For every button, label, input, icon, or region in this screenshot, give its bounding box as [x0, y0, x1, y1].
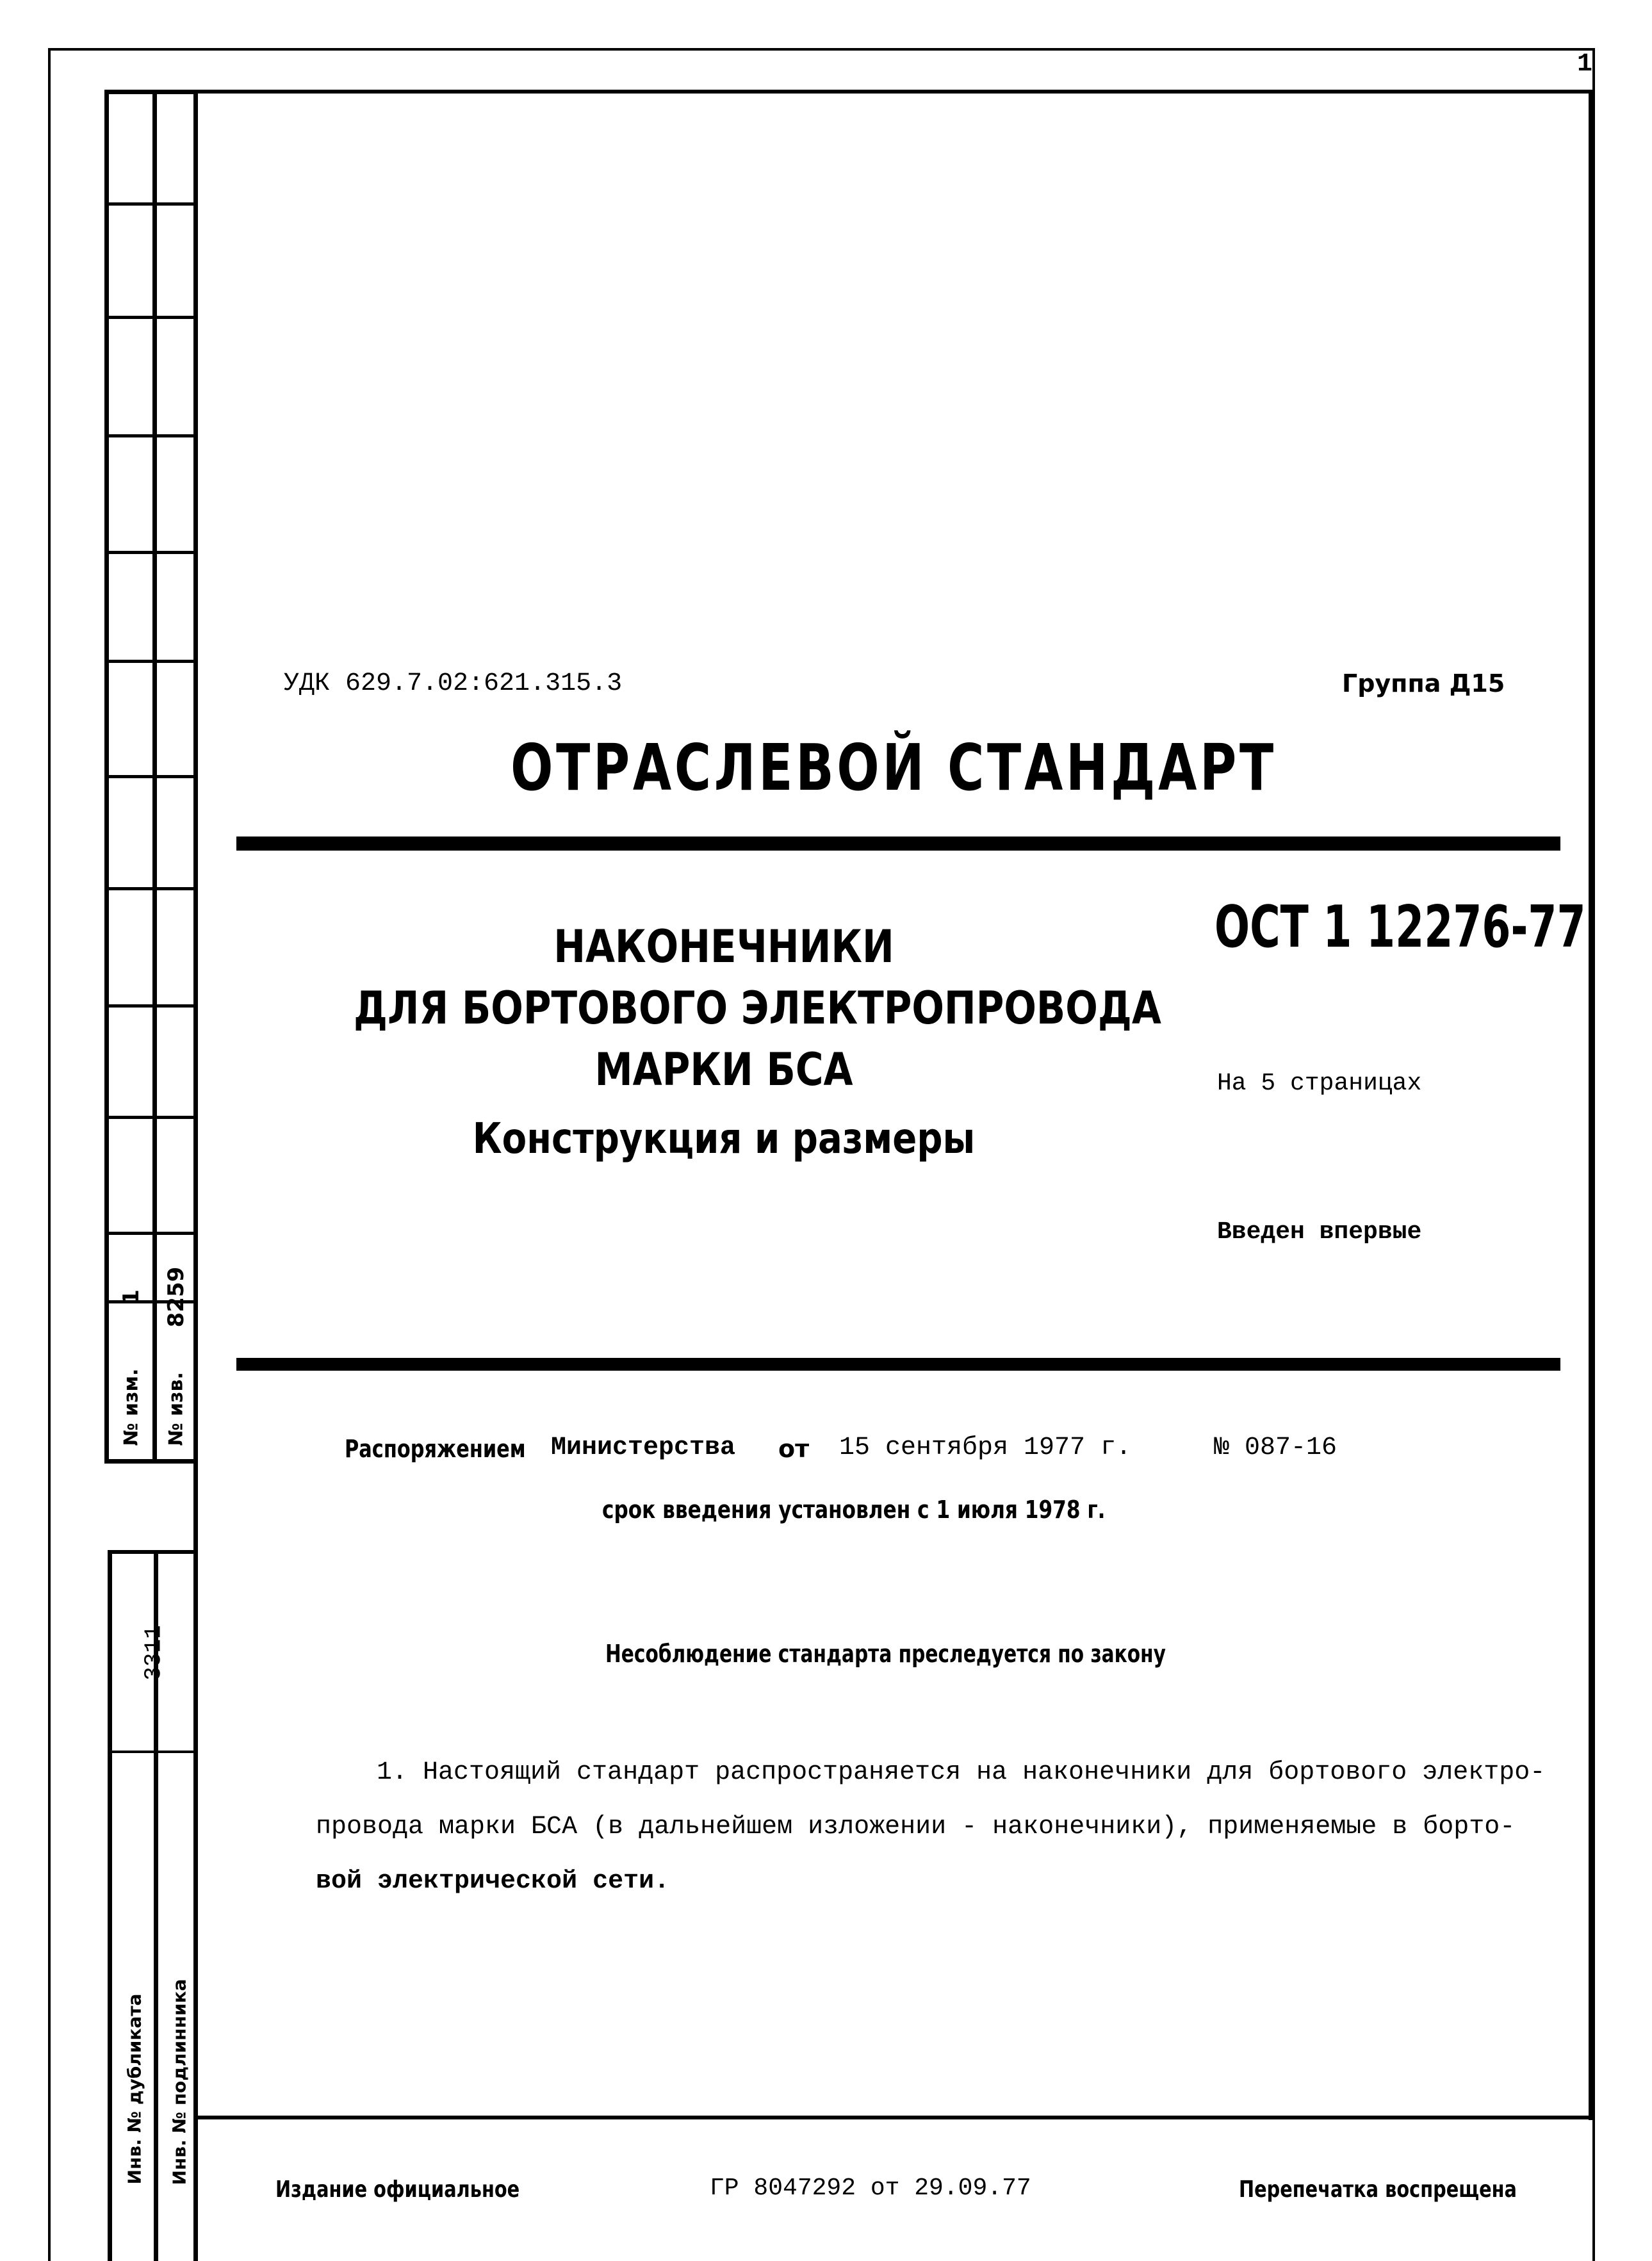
strip-row-line [104, 316, 195, 319]
standard-number: ОСТ 1 12276-77 [1214, 894, 1586, 961]
paragraph-line-1: 1. Настоящий стандарт распространяется на наконечники для бортового электро- [377, 1758, 1546, 1787]
strip-row-line [104, 551, 195, 554]
order-date: 15 сентября 1977 г. [839, 1433, 1132, 1462]
order-from: от [778, 1435, 810, 1463]
strip-row-line [104, 660, 195, 663]
introduced-note: Введен впервые [1217, 1218, 1422, 1246]
paragraph-line-3: вой электрической сети. [316, 1867, 670, 1896]
notice-no-value: 8259 [163, 1266, 189, 1328]
outer-border-left [48, 48, 51, 2261]
thick-rule-bottom [236, 1358, 1560, 1371]
strip-row-line [104, 1232, 195, 1235]
pages-prefix: На [1217, 1070, 1247, 1097]
paragraph-line-2: провода марки БСА (в дальнейшем изложении - наконечники), применяемые в борто- [316, 1813, 1516, 1841]
frame-top [104, 90, 1594, 94]
footer-reprint: Перепечатка воспрещена [1239, 2176, 1517, 2203]
title-block [288, 916, 1159, 1177]
strip-row-line [104, 202, 195, 206]
change-no-label: № изм. [120, 1368, 143, 1446]
title-line-2: ДЛЯ БОРТОВОГО ЭЛЕКТРОПРОВОДА [354, 982, 1161, 1034]
footer-edition: Издание официальное [275, 2176, 520, 2203]
frame-bottom [193, 2116, 1594, 2119]
strip-row-line [104, 1004, 195, 1008]
frame-right [1589, 90, 1592, 2120]
effective-date: срок введения установлен с 1 июля 1978 г. [602, 1496, 1106, 1524]
strip-row-line [104, 434, 195, 437]
page-number: 1 [1577, 50, 1593, 79]
subtitle: Конструкция и размеры [472, 1114, 976, 1163]
pages-count-value: 5 [1261, 1070, 1276, 1097]
original-inv-value: 3311 [140, 1625, 167, 1681]
strip-row-line [104, 887, 195, 890]
title-line-3: МАРКИ БСА [594, 1043, 853, 1096]
outer-border-top [48, 48, 1595, 51]
strip-row-line [108, 1751, 195, 1753]
strip-row-line [104, 1116, 195, 1119]
change-no-value: 1 [119, 1289, 144, 1305]
order-ministry: Министерства [551, 1433, 736, 1462]
duplicate-inv-label: Инв. № дубликата [124, 1993, 145, 2185]
pages-count [1217, 1070, 1421, 1097]
law-notice: Несоблюдение стандарта преследуется по закону [605, 1640, 1166, 1668]
pages-suffix: страницах [1290, 1070, 1422, 1097]
header-title: ОТРАСЛЕВОЙ СТАНДАРТ [511, 730, 1277, 805]
footer-registration: ГР 8047292 от 29.09.77 [710, 2175, 1031, 2202]
order-number: № 087-16 [1214, 1433, 1337, 1462]
order-label: Распоряжением [345, 1435, 526, 1463]
udk-code: УДК 629.7.02:621.315.3 [284, 669, 623, 698]
thick-rule-top [236, 837, 1560, 851]
group-label: Группа Д15 [1342, 669, 1505, 698]
original-inv-label: Инв. № подлинника [168, 1979, 190, 2185]
outer-border-right [1592, 48, 1595, 2261]
title-line-1: НАКОНЕЧНИКИ [553, 920, 894, 973]
notice-no-label: № изв. [165, 1372, 188, 1446]
strip-row-line [104, 775, 195, 778]
